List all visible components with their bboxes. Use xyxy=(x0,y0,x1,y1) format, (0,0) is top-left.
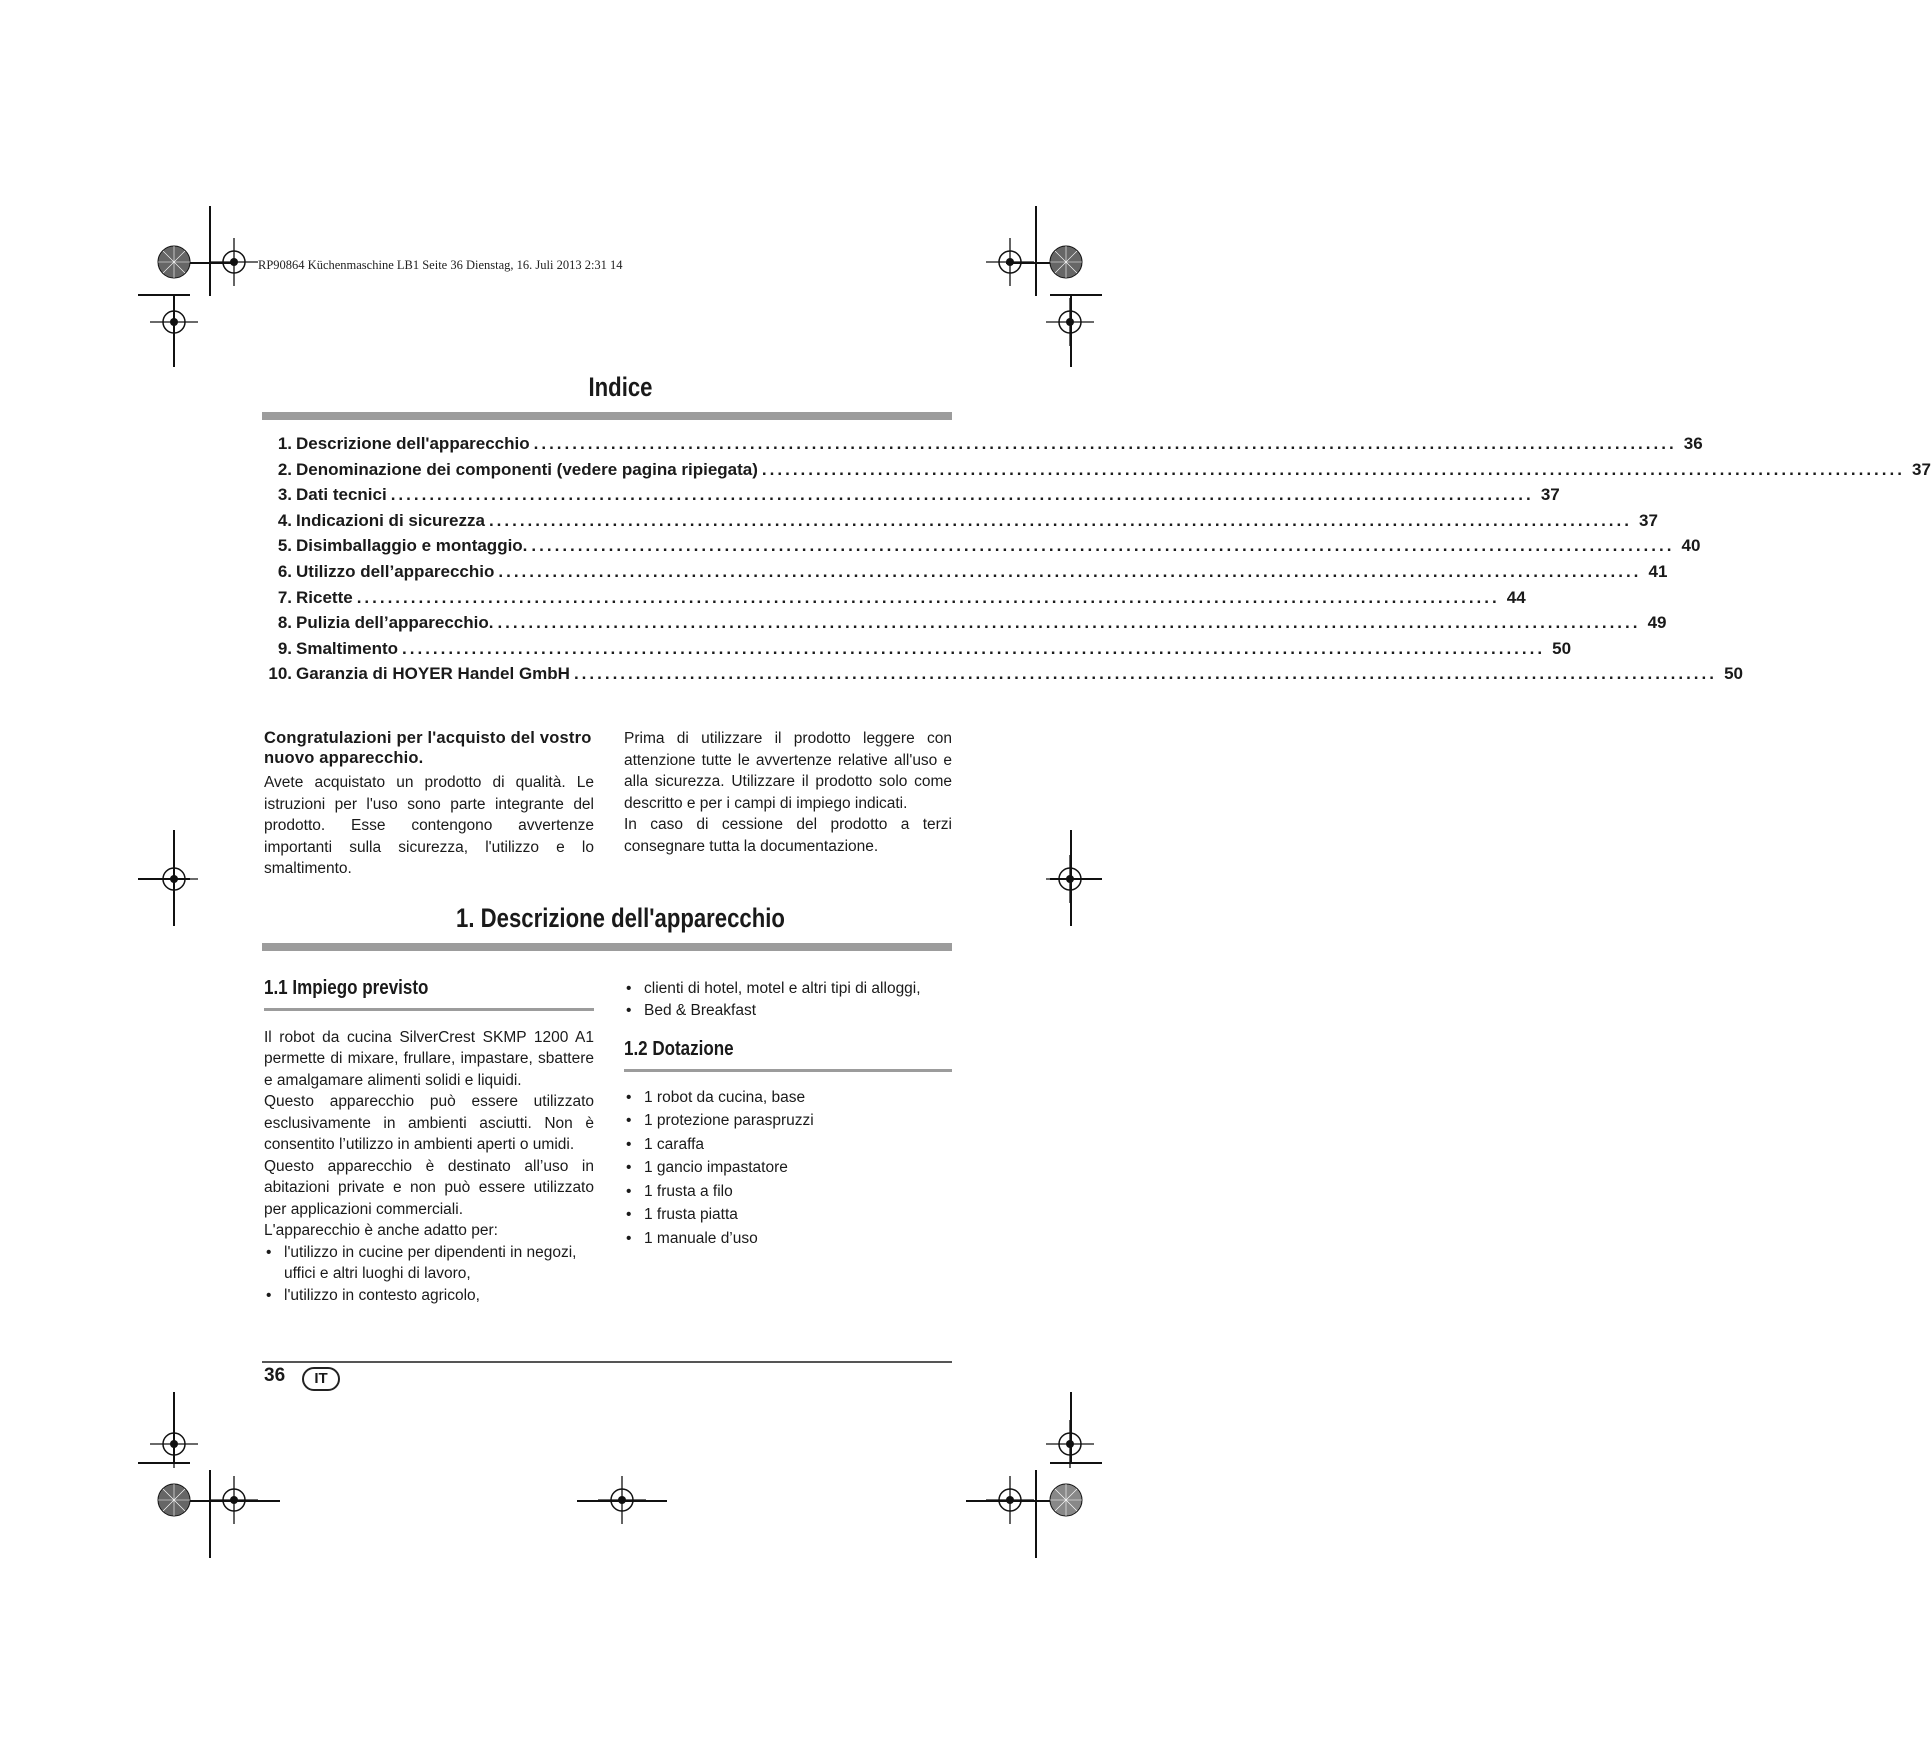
list-item: • 1 frusta piatta xyxy=(624,1203,952,1227)
body-paragraph: Questo apparecchio può essere utilizzato esclusivamente in ambienti asciutti. Non è consentito l’utilizzo in ambienti aperti o umidi. xyxy=(264,1093,594,1153)
crosshair-icon xyxy=(596,1474,648,1526)
toc-row[interactable] xyxy=(262,536,1701,562)
section-title: 1. Descrizione dell'apparecchio xyxy=(456,903,785,933)
toc-label: Pulizia dell’apparecchio. xyxy=(296,613,494,633)
toc-row[interactable] xyxy=(262,434,1703,460)
toc-page: 41 xyxy=(1648,561,1668,581)
toc-page: 50 xyxy=(1552,638,1572,658)
toc-leader: .................................................................................................................................................... xyxy=(488,510,1632,530)
subsection-title: 1.1 Impiego previsto xyxy=(264,977,429,999)
toc-title: Indice xyxy=(588,372,653,402)
crosshair-icon xyxy=(984,236,1036,288)
toc-page: 50 xyxy=(1724,664,1743,684)
toc-number: 9. xyxy=(277,638,292,658)
toc-title-rule xyxy=(262,412,952,420)
crosshair-icon xyxy=(148,1418,200,1470)
section-left-column xyxy=(264,978,594,1306)
crosshair-icon xyxy=(148,296,200,348)
toc-label: Disimballaggio e montaggio. xyxy=(296,536,528,556)
contents-list xyxy=(624,1086,952,1251)
toc-page: 37 xyxy=(1639,510,1658,530)
crosshair-icon xyxy=(148,853,200,905)
table-of-contents xyxy=(262,434,1931,690)
list-item: • l'utilizzo in contesto agricolo, xyxy=(264,1285,594,1307)
toc-page: 37 xyxy=(1912,459,1931,479)
language-badge: IT xyxy=(302,1367,340,1391)
toc-label: Smaltimento xyxy=(296,638,399,658)
toc-page: 37 xyxy=(1540,485,1560,505)
subsection-title: 1.2 Dotazione xyxy=(624,1038,734,1060)
intro-paragraph: Avete acquistato un prodotto di qualità. Le istruzioni per l'uso sono parte integrante del prodotto. Esse contengono avvertenze importanti sulla sicurezza, l'utilizzo e lo smaltimento. xyxy=(264,774,594,877)
toc-page: 36 xyxy=(1683,434,1703,453)
section-title-rule xyxy=(262,943,952,951)
toc-label: Ricette xyxy=(296,587,353,607)
usage-list xyxy=(264,1242,594,1307)
crosshair-icon xyxy=(208,236,260,288)
intro-paragraph: In caso di cessione del prodotto a terzi consegnare tutta la documentazione. xyxy=(624,816,952,855)
toc-leader: .................................................................................................................................................... xyxy=(531,536,1675,556)
toc-number: 1. xyxy=(277,434,292,453)
list-item: • 1 frusta a filo xyxy=(624,1180,952,1204)
toc-number: 4. xyxy=(277,510,292,530)
print-header: RP90864 Küchenmaschine LB1 Seite 36 Dienstag, 16. Juli 2013 2:31 14 xyxy=(258,258,623,272)
section-right-column xyxy=(624,978,952,1250)
toc-label: Garanzia di HOYER Handel GmbH xyxy=(296,664,570,684)
intro-heading: Congratulazioni per l'acquisto del vostro nuovo apparecchio. xyxy=(264,729,592,767)
toc-row[interactable] xyxy=(262,638,1572,665)
intro-right-column xyxy=(624,728,952,857)
list-item: • 1 caraffa xyxy=(624,1133,952,1157)
toc-row[interactable] xyxy=(262,664,1743,690)
list-item: • 1 protezione paraspruzzi xyxy=(624,1109,952,1133)
list-item: • l'utilizzo in cucine per dipendenti in negozi, uffici e altri luoghi di lavoro, xyxy=(264,1242,594,1285)
toc-row[interactable] xyxy=(262,587,1526,614)
toc-label: Dati tecnici xyxy=(296,485,387,505)
toc-label: Descrizione dell'apparecchio xyxy=(296,434,530,453)
toc-label: Denominazione dei componenti (vedere pagina ripiegata) xyxy=(296,459,758,479)
crosshair-icon xyxy=(208,1474,260,1526)
list-item: • 1 manuale d’uso xyxy=(624,1227,952,1251)
toc-row[interactable] xyxy=(262,613,1667,639)
toc-label: Indicazioni di sicurezza xyxy=(296,510,485,530)
list-item: • Bed & Breakfast xyxy=(624,1000,952,1022)
toc-leader: .................................................................................................................................................... xyxy=(573,664,1717,684)
toc-row[interactable] xyxy=(262,459,1931,486)
toc-number: 3. xyxy=(277,485,292,505)
toc-leader: .................................................................................................................................................... xyxy=(533,434,1677,453)
toc-leader: .................................................................................................................................................... xyxy=(498,561,1642,581)
crosshair-icon xyxy=(1044,1418,1096,1470)
crosshair-icon xyxy=(1044,296,1096,348)
toc-page: 49 xyxy=(1647,613,1667,633)
crosshair-icon xyxy=(984,1474,1036,1526)
toc-number: 5. xyxy=(277,536,292,556)
toc-leader: .................................................................................................................................................... xyxy=(356,587,1500,607)
body-paragraph: Questo apparecchio è destinato all’uso in abitazioni private e non può essere utilizzato per applicazioni commerciali. xyxy=(264,1157,594,1218)
toc-row[interactable] xyxy=(262,561,1668,588)
registration-target-icon xyxy=(148,1474,200,1526)
toc-row[interactable] xyxy=(262,510,1658,537)
list-item: • 1 robot da cucina, base xyxy=(624,1086,952,1110)
page-number: 36 xyxy=(264,1365,286,1386)
list-item: • 1 gancio impastatore xyxy=(624,1156,952,1180)
intro-paragraph: Prima di utilizzare il prodotto leggere con attenzione tutte le avvertenze relative all'uso e alla sicurezza. Utilizzare il prodotto solo come descritto e per i campi di impiego indicati. xyxy=(624,730,952,812)
registration-target-icon xyxy=(1040,236,1092,288)
registration-target-icon xyxy=(1040,1474,1092,1526)
usage-list-continued xyxy=(624,978,952,1021)
toc-leader: .................................................................................................................................................... xyxy=(761,459,1905,479)
toc-leader: .................................................................................................................................................... xyxy=(390,485,1534,505)
toc-number: 8. xyxy=(277,613,292,633)
body-paragraph: Il robot da cucina SilverCrest SKMP 1200 A1 permette di mixare, frullare, impastare, sbattere e amalgamare alimenti solidi e liquidi. xyxy=(264,1028,594,1089)
toc-number: 10. xyxy=(268,664,292,684)
subsection-rule xyxy=(624,1069,952,1072)
list-item: • clienti di hotel, motel e altri tipi di alloggi, xyxy=(624,978,952,1000)
body-paragraph: L'apparecchio è anche adatto per: xyxy=(264,1222,498,1239)
intro-left-column xyxy=(264,728,594,880)
toc-row[interactable] xyxy=(262,485,1560,511)
crosshair-icon xyxy=(1044,853,1096,905)
toc-page: 44 xyxy=(1506,587,1526,607)
toc-number: 2. xyxy=(277,459,292,479)
toc-number: 6. xyxy=(277,561,292,581)
registration-target-icon xyxy=(148,236,200,288)
footer-rule xyxy=(262,1361,952,1363)
toc-page: 40 xyxy=(1681,536,1701,556)
toc-label: Utilizzo dell’apparecchio xyxy=(296,561,495,581)
toc-leader: .................................................................................................................................................... xyxy=(402,638,1546,658)
toc-leader: .................................................................................................................................................... xyxy=(497,613,1641,633)
subsection-rule xyxy=(264,1008,594,1011)
toc-number: 7. xyxy=(277,587,292,607)
